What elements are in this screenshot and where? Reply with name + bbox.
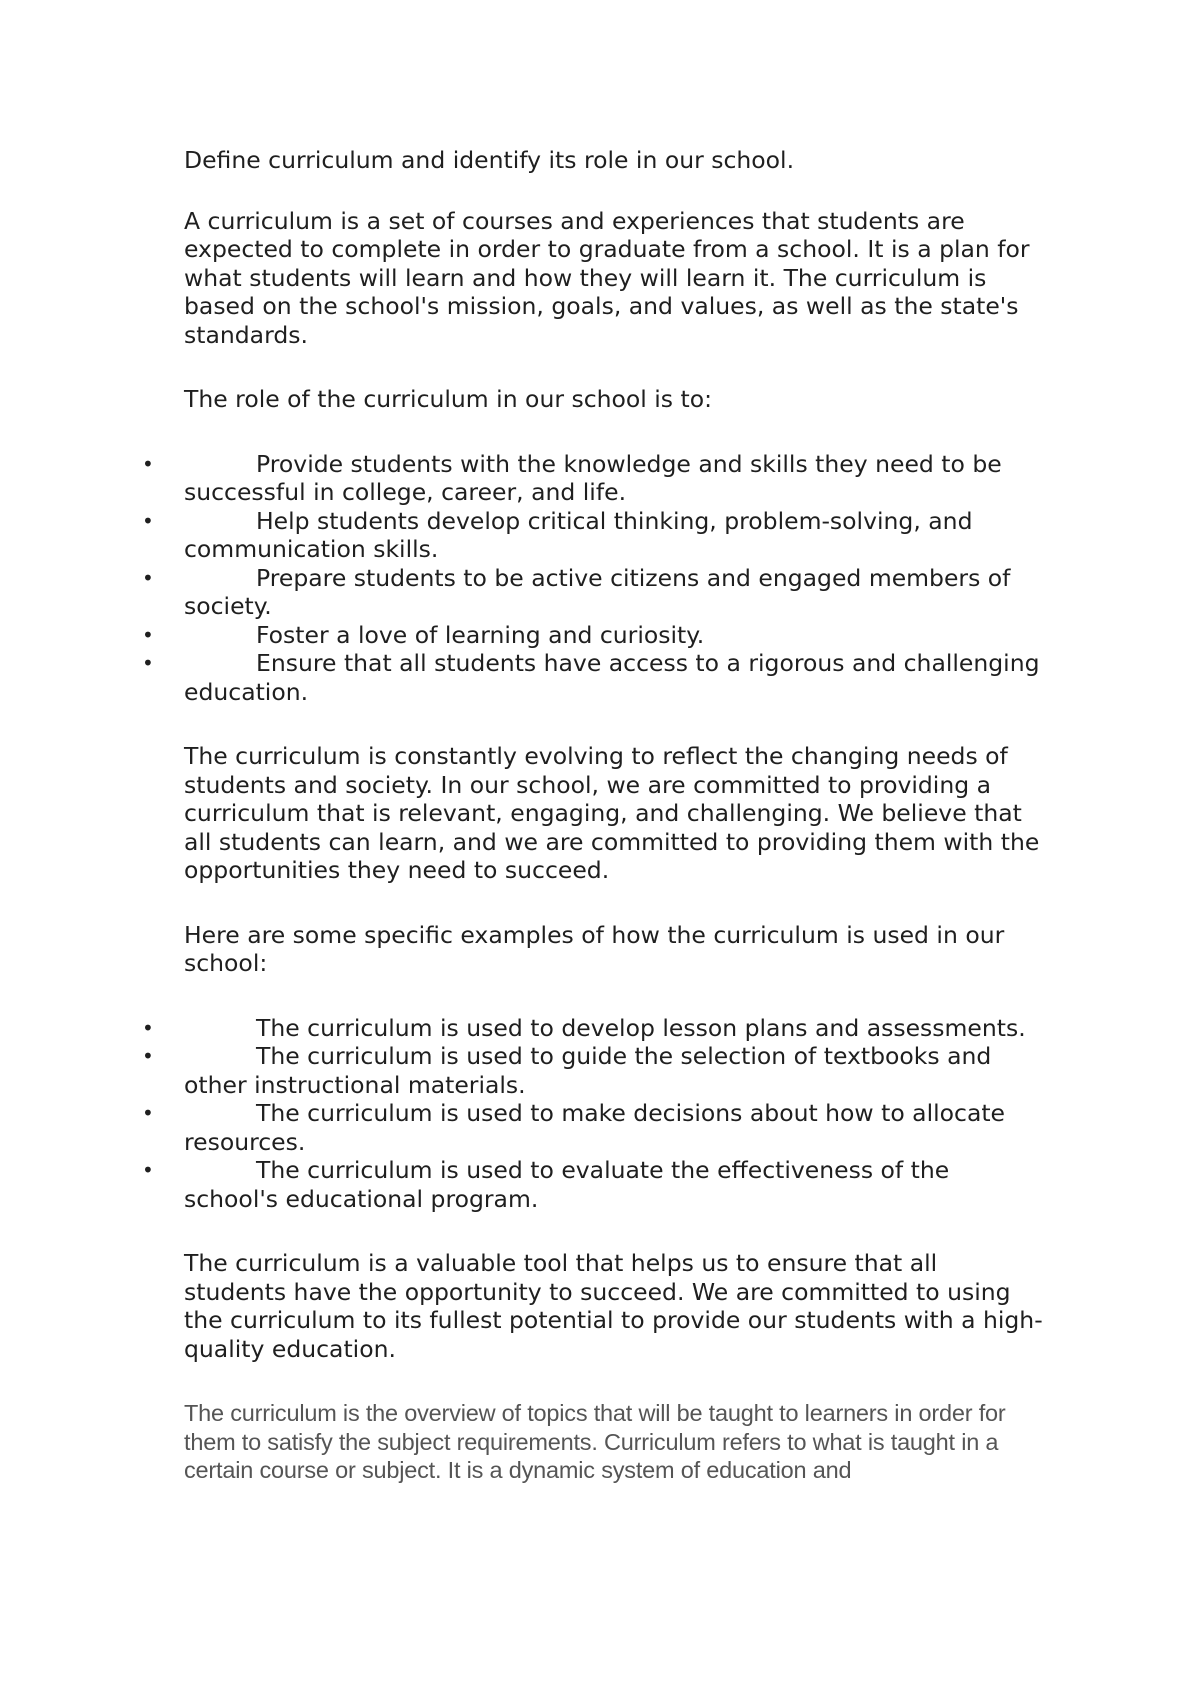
list-item bbox=[142, 1042, 1044, 1099]
final-paragraph: The curriculum is the overview of topics that will be taught to learners in order for them to satisfy the subject requirements. Curriculum refers to what is taught in a certain course or subject. It is a dynamic system of education and bbox=[184, 1400, 1006, 1483]
list-item bbox=[142, 449, 1044, 507]
bullet-icon: • bbox=[142, 451, 154, 476]
list-item-text: Help students develop critical thinking, problem-solving, and communication skills. bbox=[184, 506, 973, 563]
list-item-text: Prepare students to be active citizens and engaged members of society. bbox=[184, 563, 1011, 620]
bullet-icon: • bbox=[142, 1101, 154, 1125]
valuable-paragraph: The curriculum is a valuable tool that helps us to ensure that all students have the opportunity to succeed. We are committed to using the curriculum to its fullest potential to provide our students with a high-quality education. bbox=[184, 1249, 1043, 1363]
role-list bbox=[142, 449, 1044, 707]
question-heading: Define curriculum and identify its role in our school. bbox=[184, 146, 795, 174]
list-item bbox=[142, 563, 1044, 621]
definition-paragraph: A curriculum is a set of courses and experiences that students are expected to complete in order to graduate from a school. It is a plan for what students will learn and how they will learn it. The curriculum is based on the school's mission, goals, and values, as well as the state's standards. bbox=[184, 206, 1030, 349]
bullet-icon: • bbox=[142, 1015, 154, 1040]
list-item-text: The curriculum is used to guide the selection of textbooks and other instructional materials. bbox=[184, 1042, 992, 1099]
list-item bbox=[142, 620, 1044, 650]
list-item-text: Ensure that all students have access to a rigorous and challenging education. bbox=[184, 649, 1040, 706]
list-item-text: Foster a love of learning and curiosity. bbox=[256, 620, 705, 649]
list-item-text: The curriculum is used to develop lesson plans and assessments. bbox=[256, 1013, 1026, 1042]
list-item bbox=[142, 1013, 1044, 1043]
examples-intro: Here are some specific examples of how the curriculum is used in our school: bbox=[184, 920, 1005, 977]
bullet-icon: • bbox=[142, 1044, 154, 1068]
list-item-text: Provide students with the knowledge and skills they need to be successful in college, career, and life. bbox=[184, 449, 1002, 506]
list-item bbox=[142, 1156, 1044, 1213]
role-intro: The role of the curriculum in our school is to: bbox=[184, 385, 713, 413]
list-item-text: The curriculum is used to make decisions about how to allocate resources. bbox=[184, 1099, 1006, 1156]
bullet-icon: • bbox=[142, 1158, 154, 1182]
bullet-icon: • bbox=[142, 622, 154, 647]
examples-list bbox=[142, 1013, 1044, 1214]
list-item bbox=[142, 1099, 1044, 1156]
bullet-icon: • bbox=[142, 565, 154, 590]
list-item bbox=[142, 649, 1044, 706]
evolving-paragraph: The curriculum is constantly evolving to reflect the changing needs of students and society. In our school, we are committed to providing a curriculum that is relevant, engaging, and challenging. We believe that all students can learn, and we are committed to providing them with the opportunities they need to succeed. bbox=[184, 742, 1040, 884]
list-item bbox=[142, 506, 1044, 564]
list-item-text: The curriculum is used to evaluate the effectiveness of the school's educational program. bbox=[184, 1156, 950, 1213]
document-body bbox=[142, 146, 1044, 1485]
bullet-icon: • bbox=[142, 508, 154, 533]
bullet-icon: • bbox=[142, 651, 154, 675]
